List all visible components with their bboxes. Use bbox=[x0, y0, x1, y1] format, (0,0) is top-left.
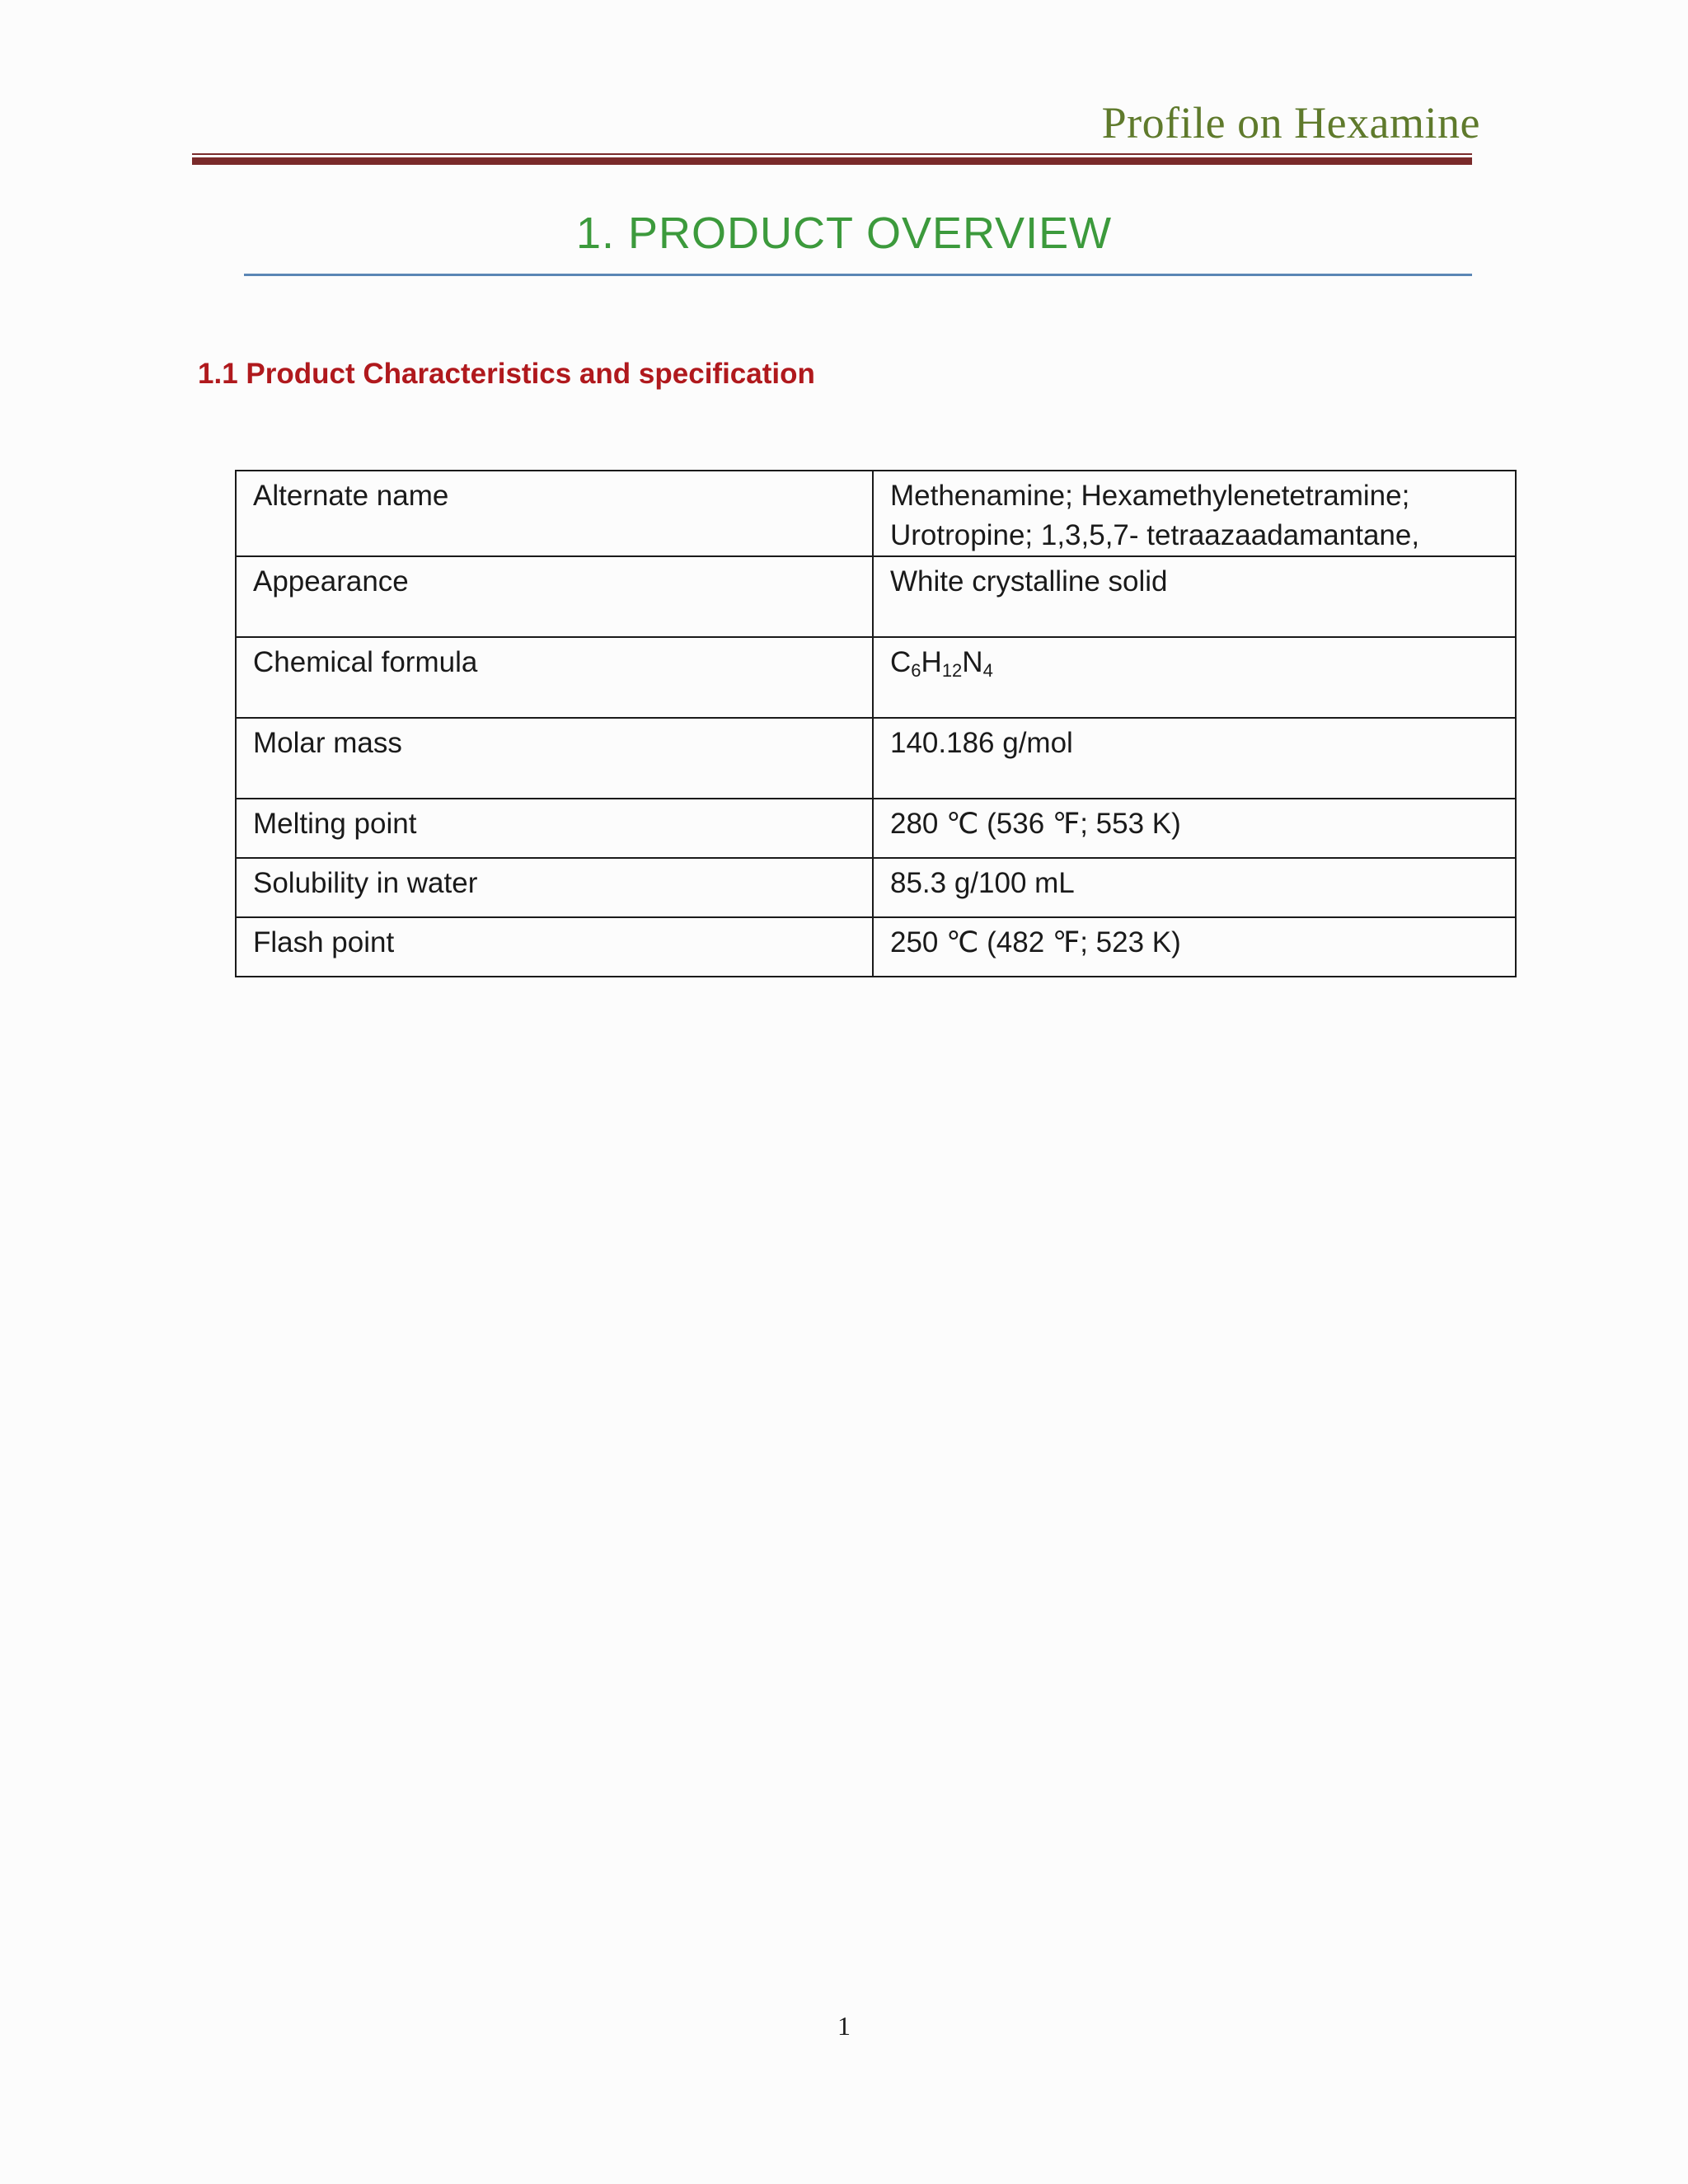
table-row bbox=[236, 799, 1516, 858]
table-row bbox=[236, 471, 1516, 556]
spec-value: 250 ℃ (482 ℉; 523 K) bbox=[873, 917, 1516, 977]
formula-c-subscript: 6 bbox=[911, 660, 921, 681]
table-row bbox=[236, 858, 1516, 917]
formula-h: H bbox=[921, 646, 942, 678]
spec-value: 85.3 g/100 mL bbox=[873, 858, 1516, 917]
page-number: 1 bbox=[837, 2011, 851, 2041]
table-row bbox=[236, 637, 1516, 718]
section-underline bbox=[244, 274, 1472, 276]
spec-value: Methenamine; Hexamethylenetetramine; Urotropine; 1,3,5,7- tetraazaadamantane, bbox=[873, 471, 1516, 556]
spec-label: Chemical formula bbox=[236, 637, 873, 718]
spec-label: Alternate name bbox=[236, 471, 873, 556]
formula-c: C bbox=[890, 646, 912, 678]
section-title: 1. PRODUCT OVERVIEW bbox=[575, 209, 1113, 258]
spec-value-formula bbox=[873, 637, 1516, 718]
product-spec-table bbox=[235, 470, 1517, 977]
header-rule-thin bbox=[192, 153, 1472, 155]
header-rule-thick bbox=[192, 157, 1472, 165]
subsection-title: 1.1 Product Characteristics and specification bbox=[198, 358, 815, 390]
spec-label: Molar mass bbox=[236, 718, 873, 799]
spec-value: 280 ℃ (536 ℉; 553 K) bbox=[873, 799, 1516, 858]
spec-label: Appearance bbox=[236, 556, 873, 637]
spec-value: White crystalline solid bbox=[873, 556, 1516, 637]
formula-h-subscript: 12 bbox=[941, 660, 963, 681]
table-row bbox=[236, 556, 1516, 637]
spec-label: Flash point bbox=[236, 917, 873, 977]
header-double-rule bbox=[192, 153, 1472, 165]
spec-value: 140.186 g/mol bbox=[873, 718, 1516, 799]
running-header-title: Profile on Hexamine bbox=[1101, 98, 1480, 148]
spec-label: Melting point bbox=[236, 799, 873, 858]
spec-label: Solubility in water bbox=[236, 858, 873, 917]
formula-n: N bbox=[962, 646, 983, 678]
table-row bbox=[236, 718, 1516, 799]
table-row bbox=[236, 917, 1516, 977]
formula-n-subscript: 4 bbox=[982, 660, 993, 681]
